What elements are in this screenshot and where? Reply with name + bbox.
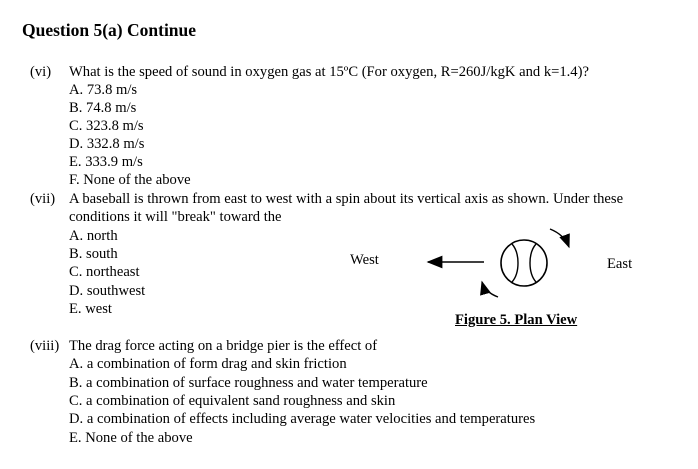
question-vi-text: What is the speed of sound in oxygen gas at 15ºC (For oxygen, R=260J/kgK and k=1.4)?: [69, 64, 589, 80]
question-vii-option-b[interactable]: B. south: [69, 246, 118, 262]
question-vii-text-line2: conditions it will "break" toward the: [69, 209, 282, 225]
question-viii-option-c[interactable]: C. a combination of equivalent sand roughness and skin: [69, 393, 396, 409]
figure-west-label: West: [350, 252, 379, 268]
question-vi-option-c[interactable]: C. 323.8 m/s: [69, 118, 144, 134]
spin-arrow-top: [550, 229, 569, 247]
question-vii-option-a[interactable]: A. north: [69, 228, 118, 244]
question-viii-option-d[interactable]: D. a combination of effects including average water velocities and temperatures: [69, 411, 536, 427]
question-vi-number: (vi): [30, 64, 52, 80]
page-title: Question 5(a) Continue: [22, 20, 197, 40]
figure-east-label: East: [607, 256, 633, 272]
question-vii-option-c[interactable]: C. northeast: [69, 264, 140, 280]
question-vi-option-e[interactable]: E. 333.9 m/s: [69, 154, 143, 170]
question-viii-option-b[interactable]: B. a combination of surface roughness and water temperature: [69, 375, 428, 391]
question-vi-option-b[interactable]: B. 74.8 m/s: [69, 100, 137, 116]
question-viii-option-a[interactable]: A. a combination of form drag and skin friction: [69, 356, 347, 372]
question-vii-number: (vii): [30, 191, 56, 207]
question-viii-option-e[interactable]: E. None of the above: [69, 430, 193, 446]
question-vi-option-a[interactable]: A. 73.8 m/s: [69, 82, 138, 98]
question-vi-option-d[interactable]: D. 332.8 m/s: [69, 136, 145, 152]
question-viii-number: (viii): [30, 338, 60, 354]
baseball-spin-diagram: [420, 215, 590, 305]
question-viii-text: The drag force acting on a bridge pier is the effect of: [69, 338, 378, 354]
question-vii-option-e[interactable]: E. west: [69, 301, 112, 317]
question-vii-text-line1: A baseball is thrown from east to west with a spin about its vertical axis as shown. Under these: [69, 191, 624, 207]
baseball-icon: [501, 240, 547, 286]
question-vi-option-f[interactable]: F. None of the above: [69, 172, 191, 188]
figure-caption: Figure 5. Plan View: [455, 312, 578, 328]
question-vii-option-d[interactable]: D. southwest: [69, 283, 146, 299]
spin-arrow-bottom: [482, 282, 498, 297]
